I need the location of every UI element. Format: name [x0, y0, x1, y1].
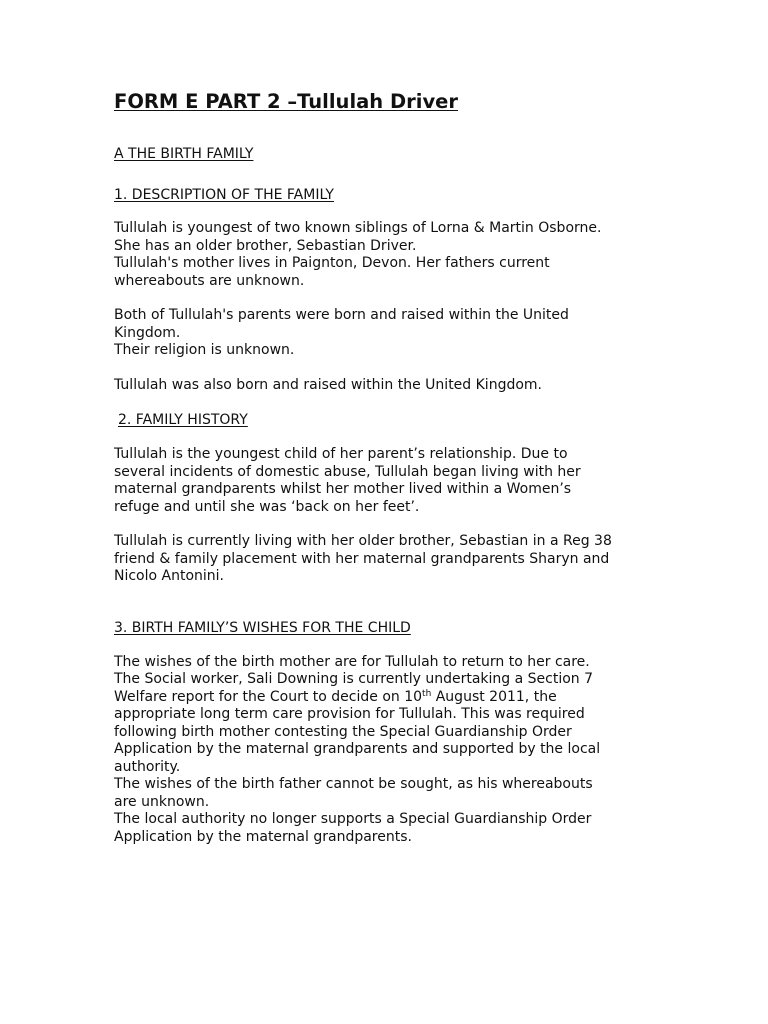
- document-content: [114, 88, 674, 846]
- text-line: authority.: [114, 758, 181, 775]
- text-line: The Social worker, Sali Downing is currently undertaking a Section 7: [114, 671, 594, 687]
- text-line: maternal grandparents whilst her mother lived within a Women’s: [114, 481, 572, 497]
- section-1-paragraph-3: [114, 377, 674, 395]
- text-line: Their religion is unknown.: [114, 342, 295, 358]
- document-title: FORM E PART 2 –Tullulah Driver: [114, 90, 458, 113]
- text-line: following birth mother contesting the Special Guardianship Order: [114, 723, 572, 740]
- text-line: Tullulah is the youngest child of her parent’s relationship. Due to: [114, 446, 568, 462]
- section-2-heading: 2. FAMILY HISTORY: [118, 412, 248, 428]
- section-3-heading: 3. BIRTH FAMILY’S WISHES FOR THE CHILD: [114, 619, 411, 636]
- text-line: whereabouts are unknown.: [114, 272, 305, 289]
- text-line-with-date: [114, 689, 674, 707]
- section-2-paragraph-2: [114, 533, 674, 586]
- text-line: Kingdom.: [114, 324, 181, 341]
- text-line: Application by the maternal grandparents.: [114, 828, 412, 845]
- text-line: Tullulah is youngest of two known siblings of Lorna & Martin Osborne.: [114, 220, 602, 236]
- ordinal-suffix: th: [422, 688, 432, 699]
- text-line: The wishes of the birth mother are for Tullulah to return to her care.: [114, 653, 590, 670]
- text-line: are unknown.: [114, 793, 210, 810]
- text-line: She has an older brother, Sebastian Driver.: [114, 237, 417, 254]
- text-line: Tullulah's mother lives in Paignton, Devon. Her fathers current: [114, 255, 550, 271]
- text-line: Tullulah is currently living with her older brother, Sebastian in a Reg 38: [114, 533, 612, 549]
- text-line: appropriate long term care provision for Tullulah. This was required: [114, 706, 585, 722]
- text-line: The wishes of the birth father cannot be sought, as his whereabouts: [114, 776, 593, 792]
- text-fragment: August 2011, the: [431, 688, 557, 705]
- text-line: Both of Tullulah's parents were born and raised within the United: [114, 307, 569, 323]
- text-line: several incidents of domestic abuse, Tullulah began living with her: [114, 463, 581, 480]
- part-a-heading: A THE BIRTH FAMILY: [114, 146, 254, 162]
- text-line: friend & family placement with her maternal grandparents Sharyn and: [114, 550, 610, 567]
- text-line: Application by the maternal grandparents and supported by the local: [114, 741, 601, 757]
- text-line: Tullulah was also born and raised within the United Kingdom.: [114, 376, 542, 393]
- text-fragment: Welfare report for the Court to decide on 10: [114, 688, 423, 705]
- text-line: Nicolo Antonini.: [114, 568, 225, 584]
- section-1-paragraph-1: [114, 220, 674, 290]
- text-line: refuge and until she was ‘back on her feet’.: [114, 498, 420, 515]
- section-2-paragraph-1: [114, 446, 674, 516]
- text-line: The local authority no longer supports a Special Guardianship Order: [114, 811, 592, 827]
- section-3-paragraph: [114, 654, 674, 847]
- section-1-paragraph-2: [114, 307, 674, 360]
- section-1-heading: 1. DESCRIPTION OF THE FAMILY: [114, 187, 334, 203]
